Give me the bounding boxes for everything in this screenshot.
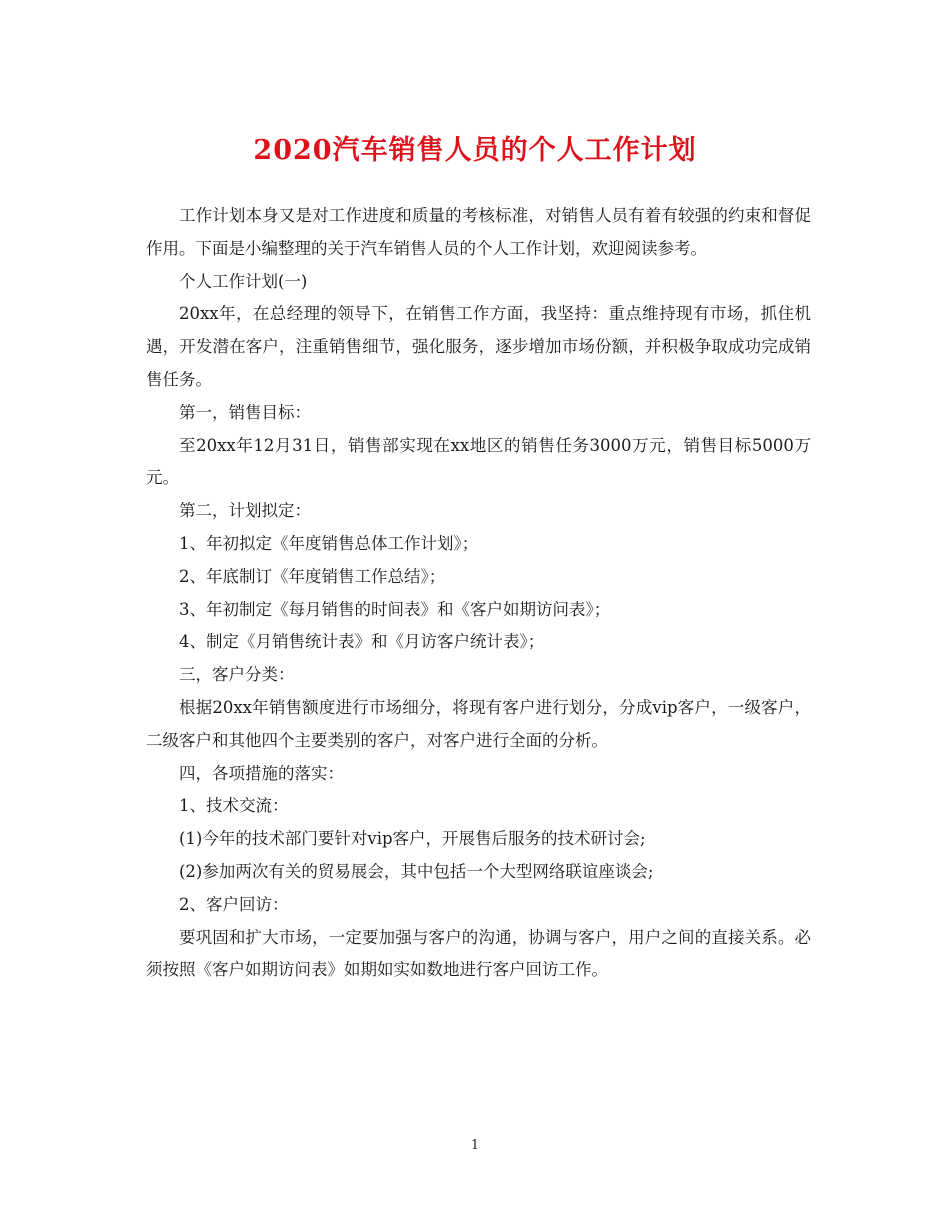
paragraph: 3、年初制定《每月销售的时间表》和《客户如期访问表》； <box>179 599 611 619</box>
document-title: 2020汽车销售人员的个人工作计划 <box>253 135 697 166</box>
paragraph: 至20xx年12月31日，销售部实现在xx地区的销售任务3000万元，销售目标5000万元。 <box>146 435 811 488</box>
paragraph: 四，各项措施的落实： <box>179 763 344 783</box>
paragraph: 第二，计划拟定： <box>179 501 311 521</box>
paragraph: 根据20xx年销售额度进行市场细分，将现有客户进行划分，分成vip客户，一级客户，二级客户和其他四个主要类别的客户，对客户进行全面的分析。 <box>146 697 811 750</box>
paragraph: 20xx年，在总经理的领导下，在销售工作方面，我坚持：重点维持现有市场，抓住机遇，开发潜在客户，注重销售细节，强化服务，逐步增加市场份额，并积极争取成功完成销售任务。 <box>146 304 811 389</box>
paragraph: 三，客户分类： <box>179 665 295 685</box>
paragraph: 个人工作计划(一) <box>179 271 308 291</box>
paragraph: (2)参加两次有关的贸易展会，其中包括一个大型网络联谊座谈会; <box>179 861 654 881</box>
paragraph: 2、客户回访： <box>179 894 289 914</box>
paragraph: 要巩固和扩大市场，一定要加强与客户的沟通，协调与客户，用户之间的直接关系。必须按照《客户如期访问表》如期如实如数地进行客户回访工作。 <box>146 927 811 980</box>
document-body <box>146 200 811 987</box>
paragraph: 2、年底制订《年度销售工作总结》； <box>179 566 446 586</box>
paragraph: 1、技术交流： <box>179 796 289 816</box>
paragraph: (1)今年的技术部门要针对vip客户，开展售后服务的技术研讨会; <box>179 829 646 849</box>
paragraph: 第一，销售目标： <box>179 402 311 422</box>
paragraph: 4、制定《月销售统计表》和《月访客户统计表》； <box>179 632 545 652</box>
page-number: 1 <box>470 1138 480 1153</box>
paragraph: 1、年初拟定《年度销售总体工作计划》； <box>179 533 479 553</box>
paragraph: 工作计划本身又是对工作进度和质量的考核标准，对销售人员有着有较强的约束和督促作用。下面是小编整理的关于汽车销售人员的个人工作计划，欢迎阅读参考。 <box>146 206 811 258</box>
